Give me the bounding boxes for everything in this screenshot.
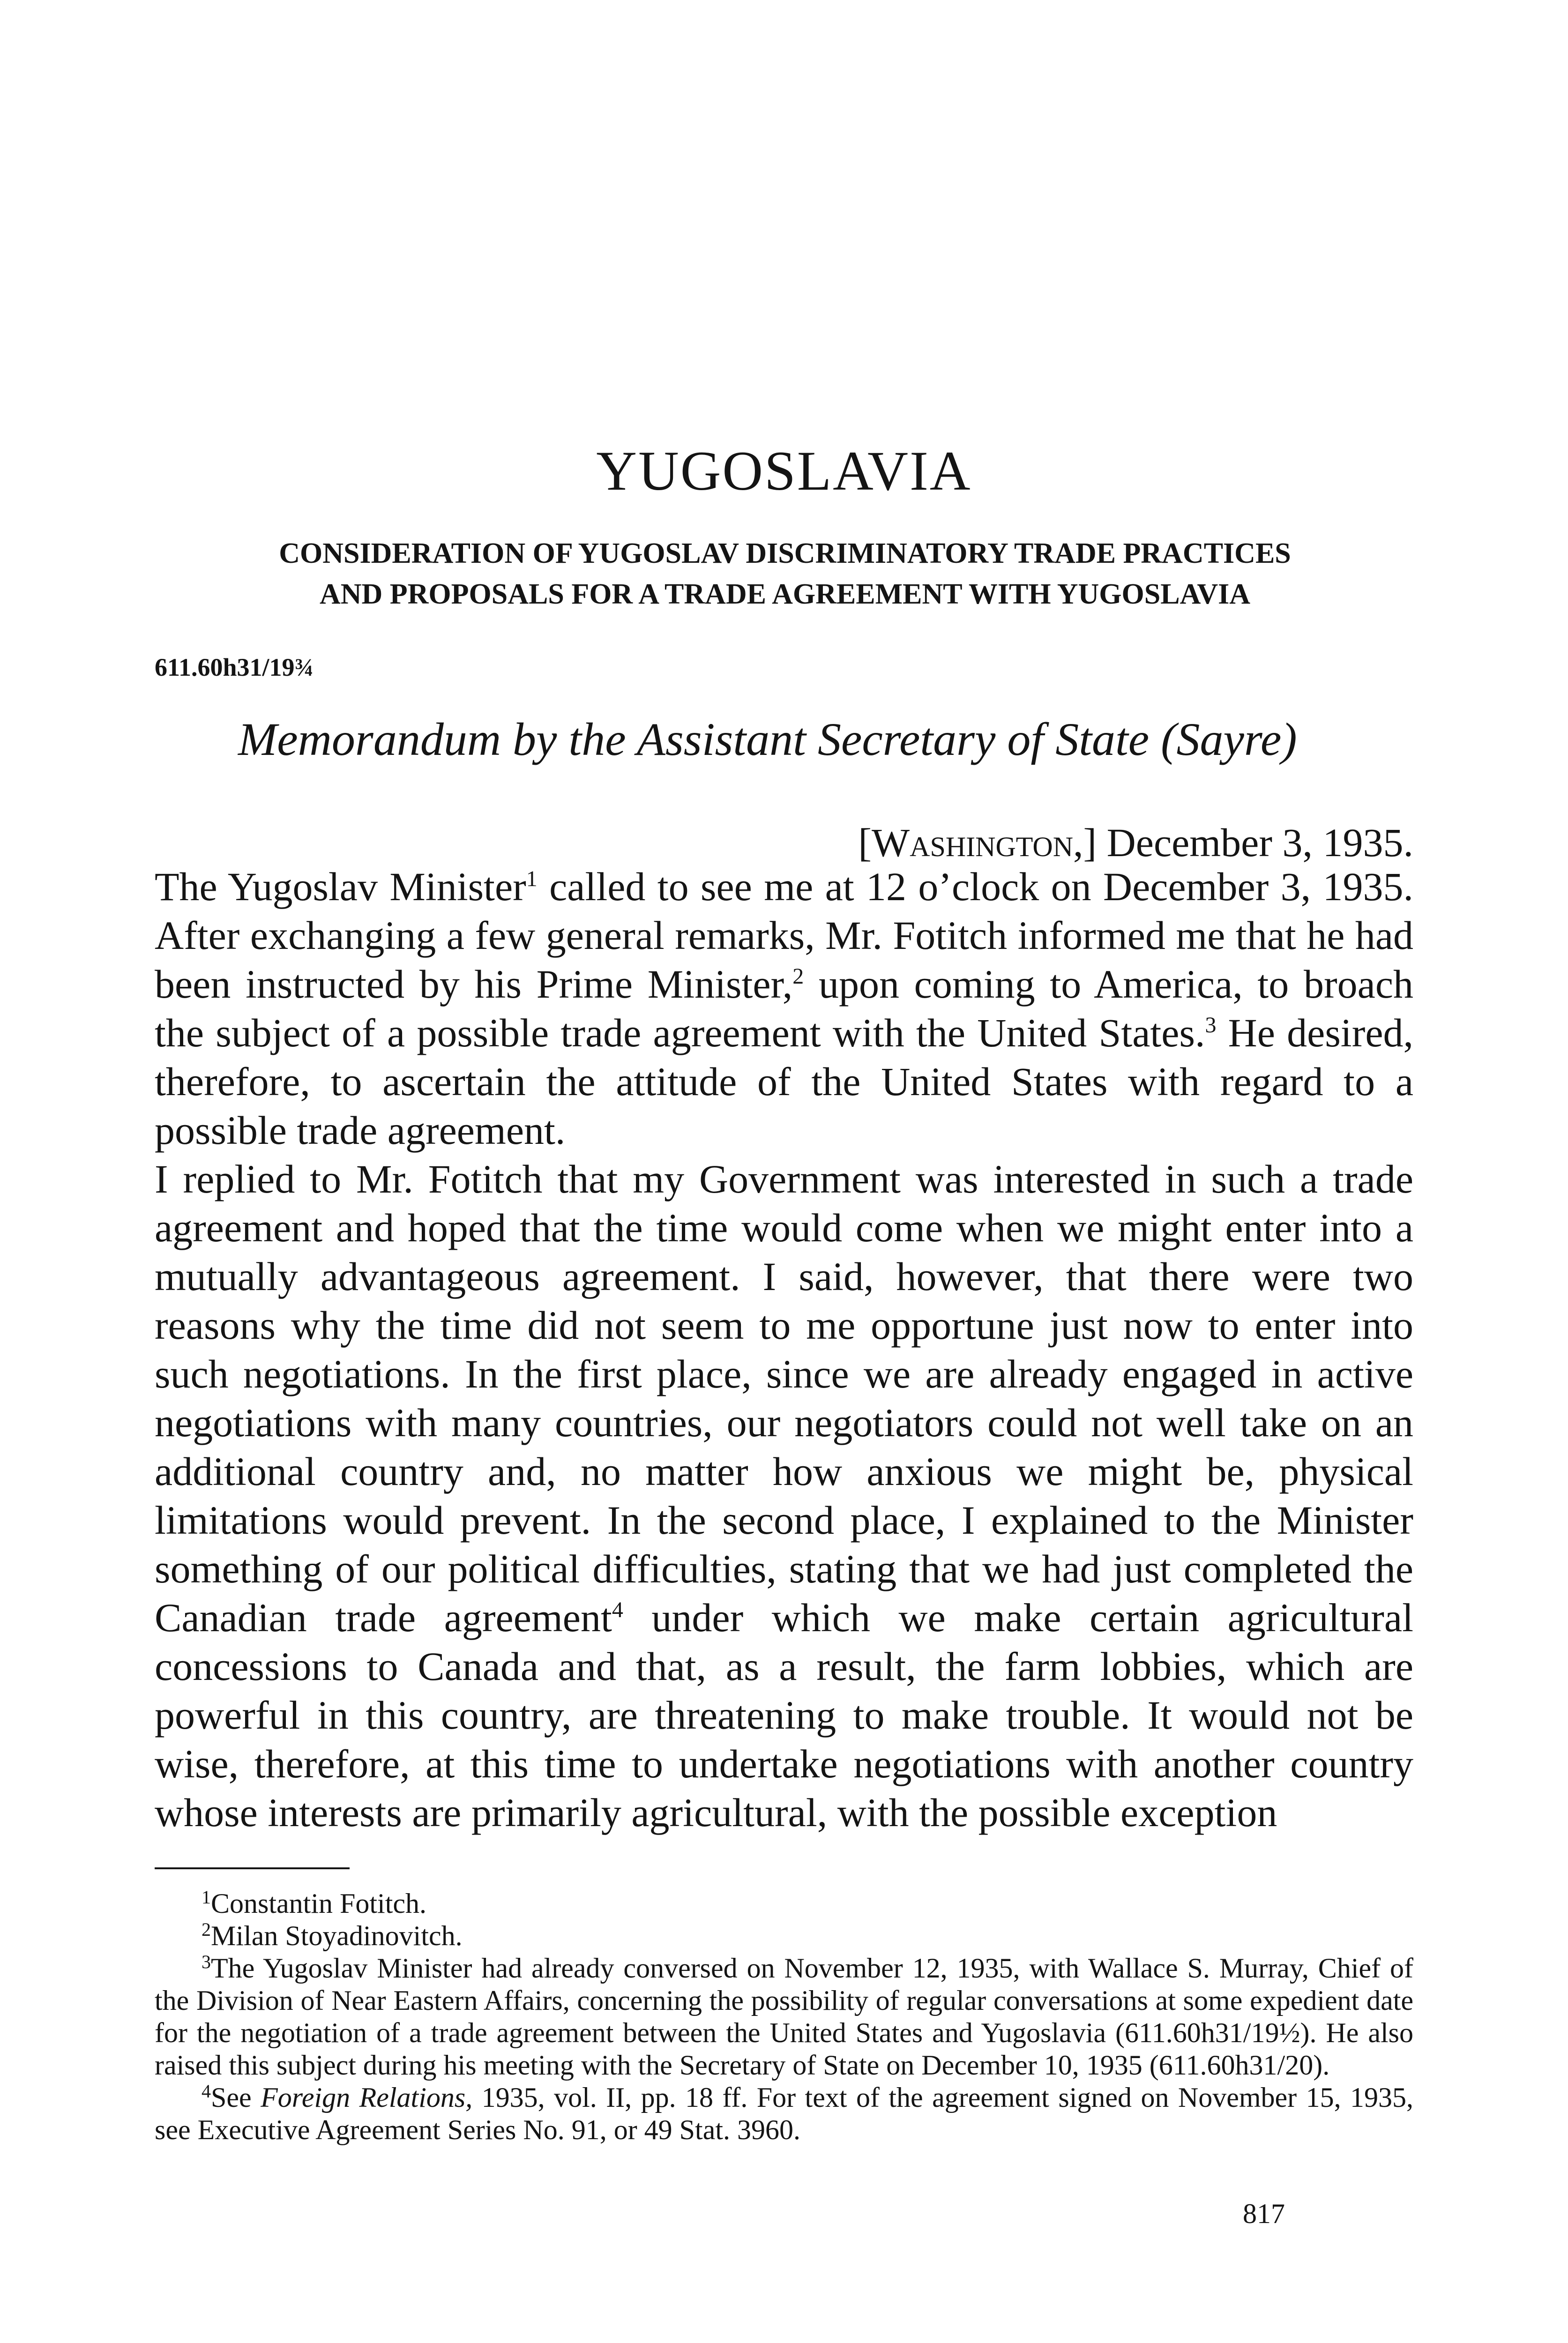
paragraph-2 — [155, 1155, 1413, 1837]
footnote-text: Constantin Fotitch. — [211, 1888, 427, 1919]
footnote-1 — [155, 1888, 1413, 1920]
footnote-ref: 2 — [792, 964, 804, 989]
paragraph-text: upon coming to America, to broach the subject of a possible trade agreement with the United States. — [155, 962, 1413, 1055]
dateline — [858, 819, 1413, 866]
section-subheading-line-2: AND PROPOSALS FOR A TRADE AGREEMENT WITH YUGOSLAVIA — [319, 578, 1251, 610]
paragraph-text: He desired, therefore, to ascertain the attitude of the United States with regard to a possible trade agreement. — [155, 1010, 1414, 1153]
memorandum-body — [155, 862, 1413, 1837]
country-heading: YUGOSLAVIA — [596, 440, 972, 502]
footnote-divider — [155, 1867, 350, 1869]
paragraph-1 — [155, 862, 1413, 1155]
paragraph-text: The Yugoslav Minister — [155, 864, 526, 909]
section-subheading-line-1: CONSIDERATION OF YUGOSLAV DISCRIMINATORY TRADE PRACTICES — [279, 537, 1291, 569]
footnote-3 — [155, 1952, 1413, 2082]
footnotes — [155, 1888, 1413, 2146]
footnote-2 — [155, 1920, 1413, 1952]
footnote-number: 4 — [202, 2081, 211, 2102]
memorandum-title: Memorandum by the Assistant Secretary of State (Sayre) — [238, 713, 1297, 765]
page-number: 817 — [1243, 2198, 1285, 2229]
footnote-publication-title: Foreign Relations, — [261, 2082, 473, 2113]
footnote-number: 1 — [202, 1887, 211, 1908]
footnote-4 — [155, 2082, 1413, 2146]
paragraph-text: under which we make certain agricultural concessions to Canada and that, as a result, the farm lobbies, which are powerful in this country, are threatening to make trouble. It would not be wise, therefore, at this time to undertake negotiations with another country whose interests are primarily agricultural, with the possible exception — [155, 1595, 1413, 1835]
footnote-text-pre: See — [211, 2082, 261, 2113]
dateline-date: December 3, 1935. — [1106, 820, 1413, 865]
paragraph-text: I replied to Mr. Fotitch that my Government was interested in such a trade agreement and hoped that the time would come when we might enter into a mutually advantageous agreement. I said, however, that there were two reasons why the time did not seem to me opportune just now to enter into such negotiations. In the first place, since we are already engaged in active negotiations with many countries, our negotiators could not well take on an additional country and, no matter how anxious we might be, physical limitations would prevent. In the second place, I explained to the Minister something of our political difficulties, stating that we had just completed the Canadian trade agreement — [155, 1157, 1413, 1640]
footnote-text-post: 1935, vol. II, pp. 18 ff. For text of the agreement signed on November 15, 1935, see Executive Agreement Series No. 91, or 49 Stat. 3960. — [155, 2082, 1413, 2145]
footnote-ref: 4 — [612, 1597, 623, 1622]
footnote-text: The Yugoslav Minister had already conversed on November 12, 1935, with Wallace S. Murray, Chief of the Division of Near Eastern Affairs, concerning the possibility of regular conversations at some expedient date for the negotiation of a trade agreement between the United States and Yugoslavia (611.60h31/19½). He also raised this subject during his meeting with the Secretary of State on December 10, 1935 (611.60h31/20). — [155, 1953, 1413, 2081]
footnote-ref: 1 — [526, 866, 538, 891]
file-number: 611.60h31/19¾ — [155, 653, 314, 681]
paragraph-text: called to see me at 12 o’clock on December 3, 1935. After exchanging a few general remarks, Mr. Fotitch informed me that he had been instructed by his Prime Minister, — [155, 864, 1414, 1007]
footnote-number: 2 — [202, 1919, 211, 1940]
dateline-place: [Washington,] — [858, 820, 1097, 865]
footnote-number: 3 — [202, 1951, 211, 1972]
footnote-ref: 3 — [1205, 1013, 1217, 1037]
footnote-text: Milan Stoyadinovitch. — [211, 1920, 463, 1951]
